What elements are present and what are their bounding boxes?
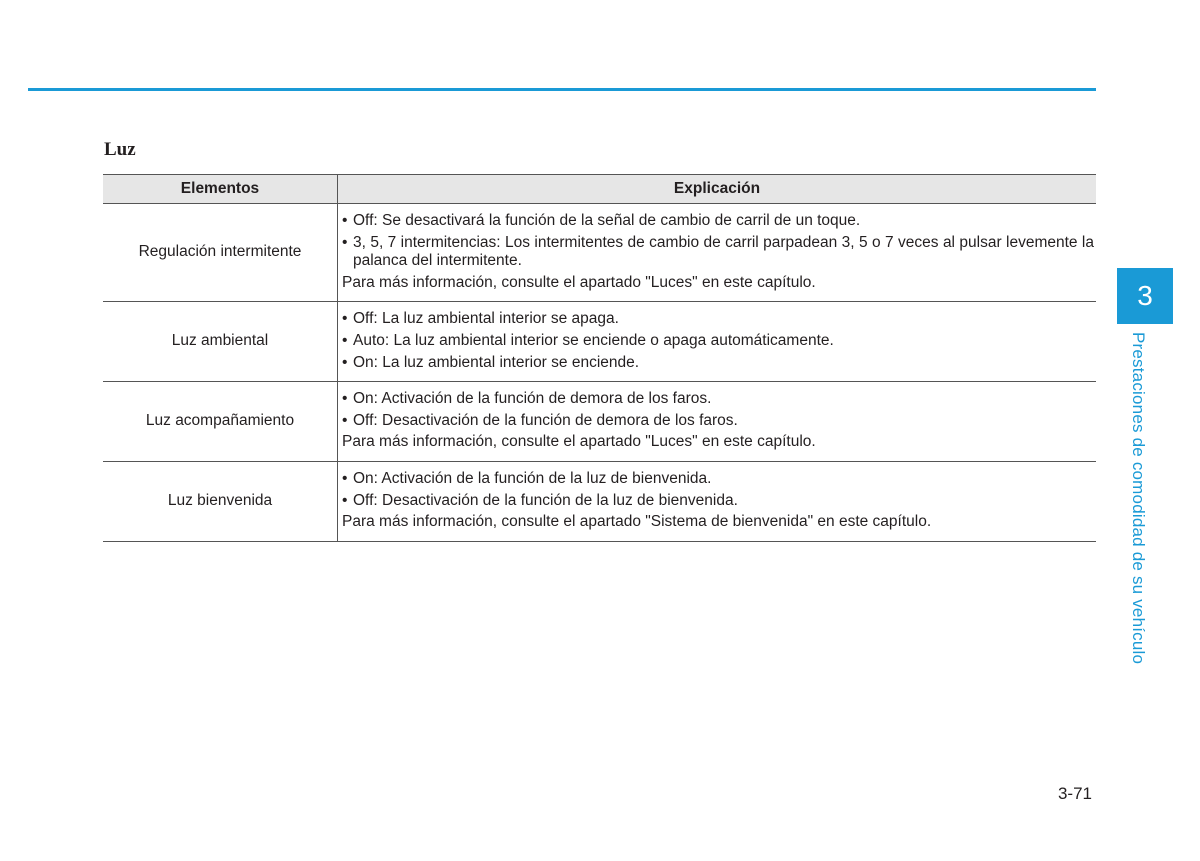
- section-title: Luz: [104, 139, 136, 160]
- bullet-dot: •: [342, 233, 348, 251]
- explanation-cell: [338, 302, 1097, 382]
- table-row: [103, 302, 1096, 382]
- chapter-title: Prestaciones de comodidad de su vehículo: [1129, 332, 1148, 665]
- bullet-dot: •: [342, 469, 348, 487]
- bullet-item: • Auto: La luz ambiental interior se enciende o apaga automáticamente.: [342, 331, 834, 349]
- bullet-item: • On: La luz ambiental interior se enciende.: [342, 353, 640, 371]
- bullet-item: • On: Activación de la función de demora de los faros.: [342, 390, 712, 408]
- bullet-dot: •: [342, 353, 348, 371]
- reference-note: Para más información, consulte el apartado "Sistema de bienvenida" en este capítulo.: [342, 513, 932, 531]
- element-name: Luz bienvenida: [103, 461, 338, 541]
- table-row: [103, 382, 1096, 462]
- element-name: Regulación intermitente: [103, 204, 338, 302]
- bullet-dot: •: [342, 212, 348, 229]
- explanation-cell: [338, 461, 1097, 541]
- table-row: [103, 204, 1096, 302]
- bullet-item: • On: Activación de la función de la luz de bienvenida.: [342, 469, 712, 487]
- top-rule: [28, 88, 1096, 91]
- settings-table: [103, 174, 1096, 542]
- bullet-dot: •: [342, 331, 348, 349]
- bullet-item: • 3, 5, 7 intermitencias: Los intermitentes de cambio de carril parpadean 3, 5 o 7 veces al pulsar levemente la palanca del intermitente.: [342, 233, 1094, 270]
- bullet-item: • Off: Desactivación de la función de demora de los faros.: [342, 411, 738, 429]
- table-row: [103, 461, 1096, 541]
- bullet-dot: •: [342, 411, 348, 429]
- page-number: 3-71: [1057, 784, 1092, 803]
- chapter-tab: [1117, 268, 1173, 324]
- explanation-cell: [338, 382, 1097, 462]
- bullet-dot: •: [342, 491, 348, 509]
- table-header-row: [103, 175, 1096, 204]
- bullet-dot: •: [342, 390, 348, 408]
- bullet-item: • Off: La luz ambiental interior se apaga.: [342, 310, 619, 328]
- bullet-item: • Off: Se desactivará la función de la señal de cambio de carril de un toque.: [342, 212, 861, 229]
- header-elementos: Elementos: [103, 175, 338, 204]
- reference-note: Para más información, consulte el apartado "Luces" en este capítulo.: [342, 433, 816, 451]
- reference-note: Para más información, consulte el apartado "Luces" en este capítulo.: [342, 273, 816, 291]
- element-name: Luz acompañamiento: [103, 382, 338, 462]
- explanation-cell: [338, 204, 1097, 302]
- bullet-dot: •: [342, 310, 348, 328]
- bullet-item: • Off: Desactivación de la función de la luz de bienvenida.: [342, 491, 738, 509]
- element-name: Luz ambiental: [103, 302, 338, 382]
- chapter-number: 3: [1137, 280, 1153, 311]
- header-explicacion: Explicación: [338, 175, 1097, 204]
